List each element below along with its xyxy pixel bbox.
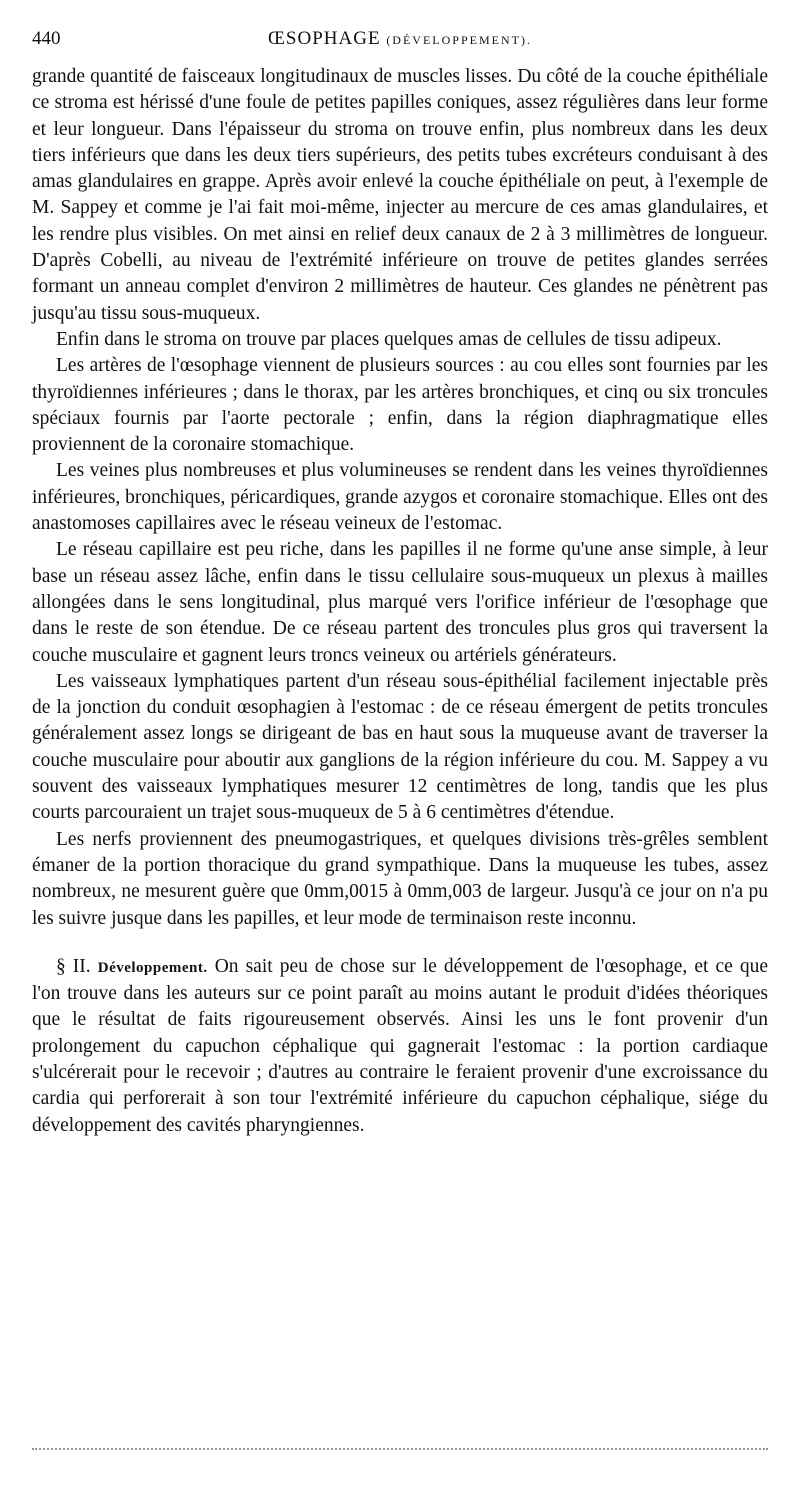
page [32, 28, 768, 1139]
section-development [32, 954, 768, 1139]
section-number: § II. [56, 955, 91, 977]
section-text: On sait peu de chose sur le développement de l'œsophage, et ce que l'on trouve dans les auteurs sur ce point paraît au moins autant le produit d'idées théoriques que le résultat de faits rigoureusement observés. Ainsi les uns le font provenir d'un prolongement du capuchon céphalique qui gagnerait l'estomac : la portion cardiaque s'ulcérerait pour le recevoir ; d'autres au contraire le feraient provenir d'une excroissance du cardia qui perforerait à son tour l'extrémité inférieure du capuchon céphalique, siége du développement des cavités pharyngiennes. [32, 955, 768, 1136]
paragraph-capillaries: Le réseau capillaire est peu riche, dans les papilles il ne forme qu'une anse simple, à leur base un réseau assez lâche, enfin dans le tissu cellulaire sous-muqueux un plexus à mailles allongées dans le sens longitudinal, plus marqué vers l'orifice inférieur de l'œsophage que dans le reste de son étendue. De ce réseau partent des troncules plus gros qui traversent la couche musculaire et gagnent leurs troncs veineux ou artériels générateurs. [32, 539, 768, 666]
paragraph-veins: Les veines plus nombreuses et plus volumineuses se rendent dans les veines thyroïdiennes inférieures, bronchiques, péricardiques, grande azygos et coronaire stomachique. Elles ont des anastomoses capillaires avec le réseau veineux de l'estomac. [32, 460, 768, 535]
page-bottom-rule [32, 1448, 768, 1450]
paragraph-adipose: Enfin dans le stroma on trouve par places quelques amas de cellules de tissu adipeux. [56, 328, 722, 350]
page-number: 440 [32, 28, 61, 49]
paragraph-lymphatics: Les vaisseaux lymphatiques partent d'un réseau sous-épithélial facilement injectable près de la jonction du conduit œsophagien à l'estomac : de ce réseau émergent de petits troncules généralement assez longs se dirigeant de bas en haut sous la muqueuse avant de traverser la couche musculaire pour aboutir aux ganglions de la région inférieure du cou. M. Sappey a vu souvent des vaisseaux lymphatiques mesurer 12 centimètres de long, tandis que les plus courts parcouraient un trajet sous-muqueux de 5 à 6 centimètres d'étendue. [32, 670, 768, 824]
paragraph-arteries: Les artères de l'œsophage viennent de plusieurs sources : au cou elles sont fournies par les thyroïdiennes inférieures ; dans le thorax, par les artères bronchiques, et cinq ou six troncules spéciaux fournis par l'aorte pectorale ; enfin, dans la région diaphragmatique elles proviennent de la coronaire stomachique. [32, 355, 768, 456]
running-title-main: ŒSOPHAGE [268, 28, 381, 49]
running-title [32, 28, 768, 50]
text-body [32, 64, 768, 1139]
running-header [32, 28, 768, 58]
paragraph-continued: grande quantité de faisceaux longitudinaux de muscles lisses. Du côté de la couche épithéliale ce stroma est hérissé d'une foule de petites papilles coniques, assez régulières dans leur forme et leur longueur. Dans l'épaisseur du stroma on trouve enfin, plus nombreux dans les deux tiers inférieurs que dans les deux tiers supérieurs, des petits tubes excréteurs conduisant à des amas glandulaires en grappe. Après avoir enlevé la couche épithéliale on peut, à l'exemple de M. Sappey et comme je l'ai fait moi-même, injecter au mercure de ces amas glandulaires, et les rendre plus visibles. On met ainsi en relief deux canaux de 2 à 3 millimètres de longueur. D'après Cobelli, au niveau de l'extrémité inférieure on trouve de petites glandes serrées formant un anneau complet d'environ 2 millimètres de hauteur. Ces glandes ne pénètrent pas jusqu'au tissu sous-muqueux. [32, 66, 768, 324]
running-title-sub: (DÉVELOPPEMENT). [386, 33, 532, 47]
paragraph-nerves: Les nerfs proviennent des pneumogastriques, et quelques divisions très-grêles semblent émaner de la portion thoracique du grand sympathique. Dans la muqueuse les tubes, assez nombreux, ne mesurent guère que 0mm,0015 à 0mm,003 de largeur. Jusqu'à ce jour on n'a pu les suivre jusque dans les papilles, et leur mode de terminaison reste inconnu. [32, 828, 768, 929]
section-heading: Développement. [97, 959, 208, 976]
